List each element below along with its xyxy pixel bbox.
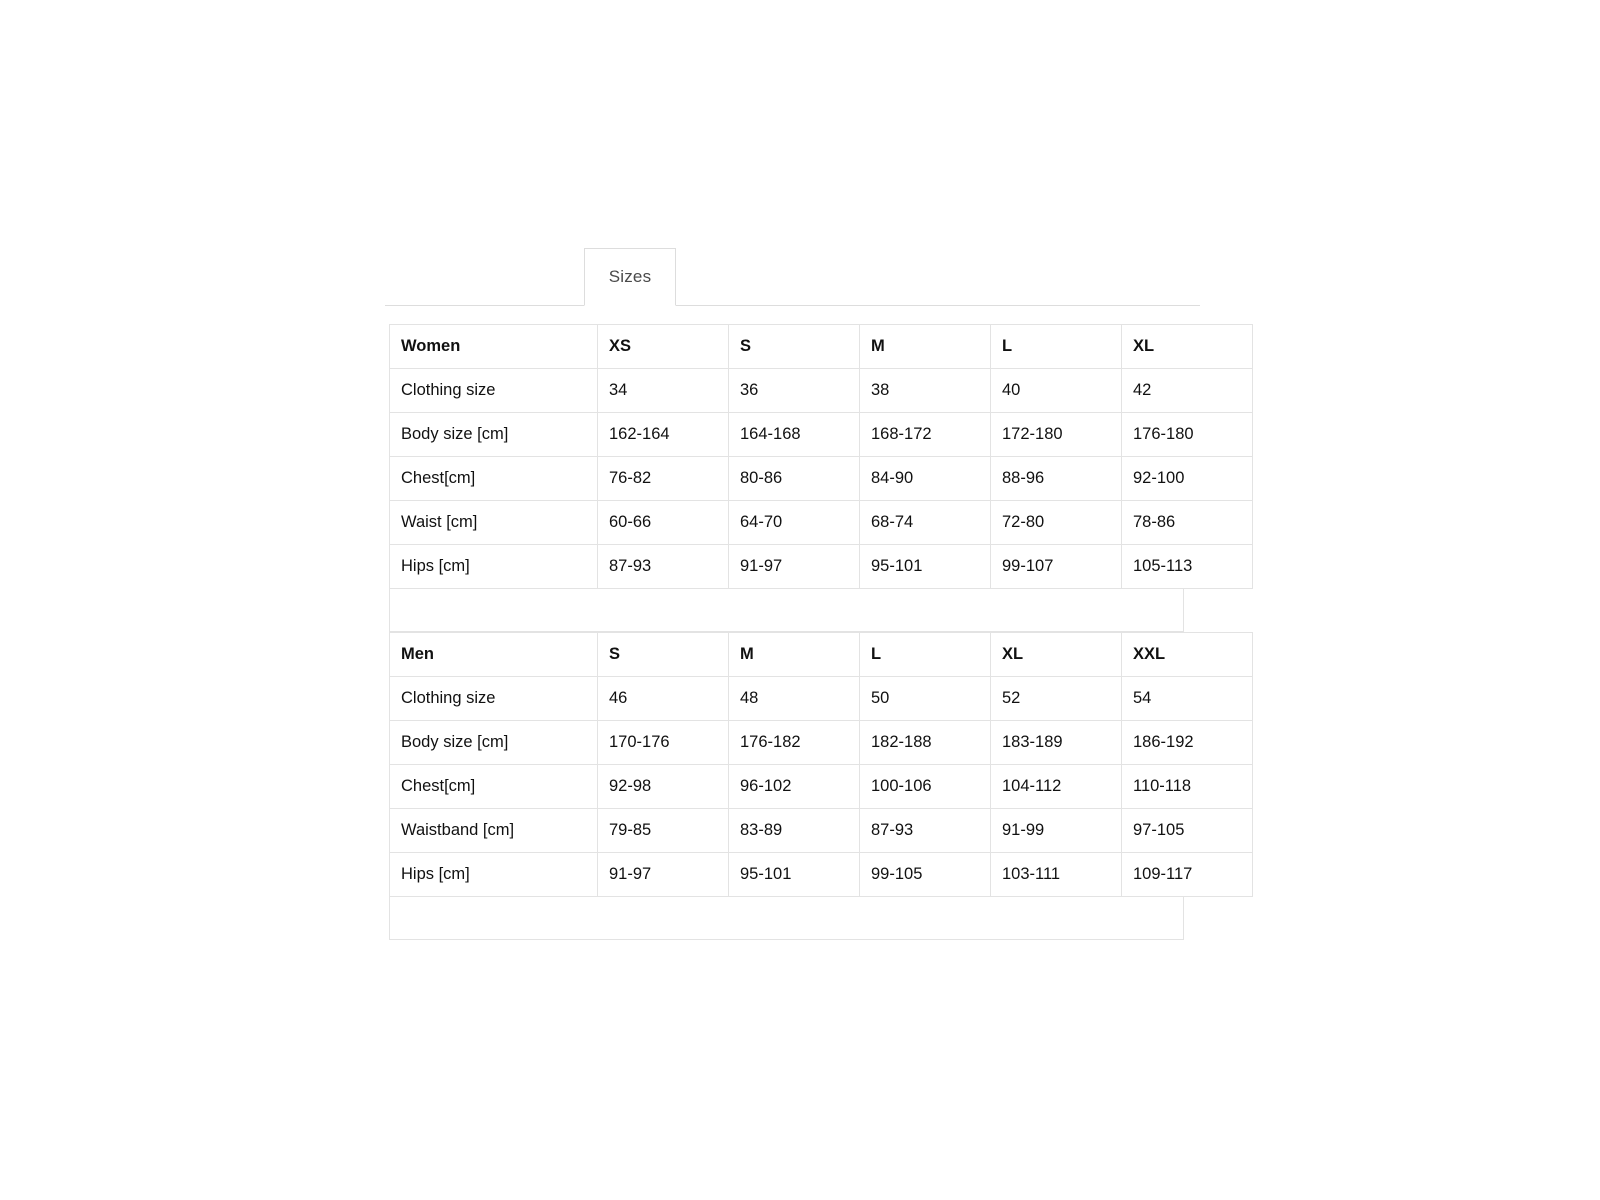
- cell-value: 92-100: [1122, 457, 1253, 501]
- cell-value: 83-89: [729, 809, 860, 853]
- cell-value: 176-182: [729, 721, 860, 765]
- cell-value: 91-99: [991, 809, 1122, 853]
- cell-value: 64-70: [729, 501, 860, 545]
- cell-value: 88-96: [991, 457, 1122, 501]
- cell-value: 50: [860, 677, 991, 721]
- column-header-xxl: XXL: [1122, 633, 1253, 677]
- table-row: [390, 809, 1253, 853]
- cell-value: 38: [860, 369, 991, 413]
- table-row: [390, 721, 1253, 765]
- cell-value: 72-80: [991, 501, 1122, 545]
- table-header-row: [390, 325, 1253, 369]
- row-label: Waistband [cm]: [390, 809, 598, 853]
- table-row: [390, 369, 1253, 413]
- column-header-m: M: [729, 633, 860, 677]
- cell-value: 42: [1122, 369, 1253, 413]
- table-row: [390, 413, 1253, 457]
- row-label: Waist [cm]: [390, 501, 598, 545]
- cell-value: 103-111: [991, 853, 1122, 897]
- men-size-table: [389, 632, 1253, 897]
- table-row: [390, 677, 1253, 721]
- cell-value: 48: [729, 677, 860, 721]
- cell-value: 68-74: [860, 501, 991, 545]
- cell-value: 100-106: [860, 765, 991, 809]
- cell-value: 186-192: [1122, 721, 1253, 765]
- cell-value: 84-90: [860, 457, 991, 501]
- row-label: Clothing size: [390, 369, 598, 413]
- column-header-l: L: [860, 633, 991, 677]
- tab-sizes[interactable]: [584, 248, 676, 306]
- row-label: Body size [cm]: [390, 413, 598, 457]
- cell-value: 52: [991, 677, 1122, 721]
- cell-value: 170-176: [598, 721, 729, 765]
- row-label: Body size [cm]: [390, 721, 598, 765]
- row-label: Hips [cm]: [390, 853, 598, 897]
- cell-value: 60-66: [598, 501, 729, 545]
- cell-value: 87-93: [860, 809, 991, 853]
- cell-value: 172-180: [991, 413, 1122, 457]
- cell-value: 92-98: [598, 765, 729, 809]
- column-header-category: Women: [390, 325, 598, 369]
- column-header-s: S: [729, 325, 860, 369]
- tab-strip: [385, 248, 1200, 306]
- cell-value: 34: [598, 369, 729, 413]
- cell-value: 40: [991, 369, 1122, 413]
- row-label: Chest[cm]: [390, 765, 598, 809]
- cell-value: 46: [598, 677, 729, 721]
- row-label: Hips [cm]: [390, 545, 598, 589]
- tab-sizes-label: Sizes: [608, 267, 652, 286]
- cell-value: 91-97: [729, 545, 860, 589]
- row-label: Chest[cm]: [390, 457, 598, 501]
- cell-value: 96-102: [729, 765, 860, 809]
- table-row: [390, 501, 1253, 545]
- table-row: [390, 853, 1253, 897]
- table-row: [390, 545, 1253, 589]
- column-header-l: L: [991, 325, 1122, 369]
- cell-value: 162-164: [598, 413, 729, 457]
- row-label: Clothing size: [390, 677, 598, 721]
- cell-value: 99-105: [860, 853, 991, 897]
- cell-value: 168-172: [860, 413, 991, 457]
- cell-value: 95-101: [860, 545, 991, 589]
- column-header-xl: XL: [991, 633, 1122, 677]
- cell-value: 109-117: [1122, 853, 1253, 897]
- women-size-table: [389, 324, 1253, 589]
- panel-footer-strip: [389, 897, 1184, 940]
- column-header-xs: XS: [598, 325, 729, 369]
- column-header-s: S: [598, 633, 729, 677]
- column-header-category: Men: [390, 633, 598, 677]
- cell-value: 87-93: [598, 545, 729, 589]
- size-chart-panel: [389, 324, 1194, 940]
- cell-value: 182-188: [860, 721, 991, 765]
- column-header-xl: XL: [1122, 325, 1253, 369]
- cell-value: 99-107: [991, 545, 1122, 589]
- cell-value: 54: [1122, 677, 1253, 721]
- cell-value: 105-113: [1122, 545, 1253, 589]
- cell-value: 80-86: [729, 457, 860, 501]
- cell-value: 110-118: [1122, 765, 1253, 809]
- cell-value: 97-105: [1122, 809, 1253, 853]
- table-gap-row: [389, 589, 1184, 632]
- cell-value: 183-189: [991, 721, 1122, 765]
- cell-value: 91-97: [598, 853, 729, 897]
- cell-value: 176-180: [1122, 413, 1253, 457]
- column-header-m: M: [860, 325, 991, 369]
- table-row: [390, 457, 1253, 501]
- cell-value: 79-85: [598, 809, 729, 853]
- cell-value: 36: [729, 369, 860, 413]
- cell-value: 164-168: [729, 413, 860, 457]
- cell-value: 95-101: [729, 853, 860, 897]
- table-row: [390, 765, 1253, 809]
- cell-value: 78-86: [1122, 501, 1253, 545]
- cell-value: 76-82: [598, 457, 729, 501]
- table-header-row: [390, 633, 1253, 677]
- cell-value: 104-112: [991, 765, 1122, 809]
